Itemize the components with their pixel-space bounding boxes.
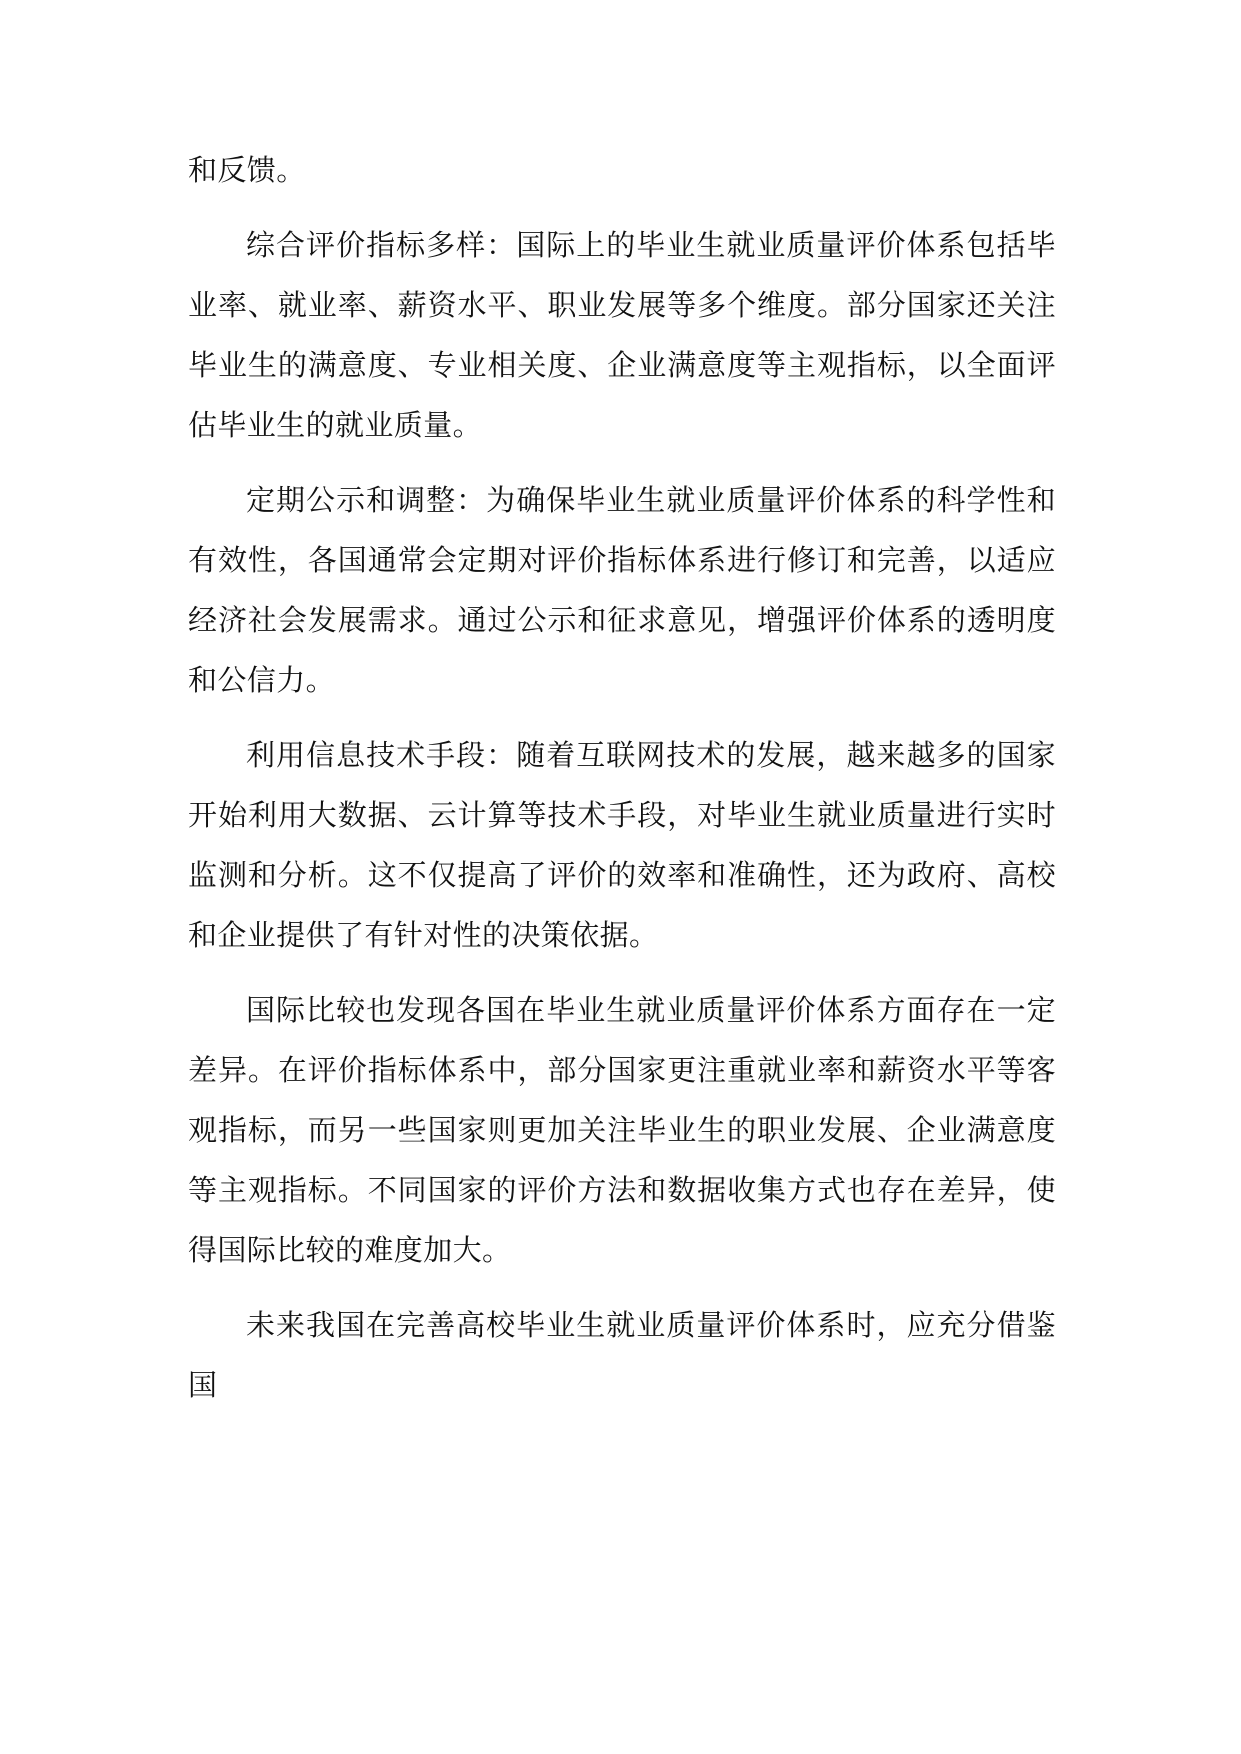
document-body <box>188 140 1056 1430</box>
paragraph-diverse-indicators: 综合评价指标多样：国际上的毕业生就业质量评价体系包括毕业率、就业率、薪资水平、职业发展等多个维度。部分国家还关注毕业生的满意度、专业相关度、企业满意度等主观指标，以全面评估毕业生的就业质量。 <box>188 228 1056 442</box>
paragraph-periodic-publication: 定期公示和调整：为确保毕业生就业质量评价体系的科学性和有效性，各国通常会定期对评价指标体系进行修订和完善，以适应经济社会发展需求。通过公示和征求意见，增强评价体系的透明度和公信力。 <box>188 483 1056 697</box>
paragraph-information-technology: 利用信息技术手段：随着互联网技术的发展，越来越多的国家开始利用大数据、云计算等技术手段，对毕业生就业质量进行实时监测和分析。这不仅提高了评价的效率和准确性，还为政府、高校和企业提供了有针对性的决策依据。 <box>188 738 1056 952</box>
paragraph-continuation: 和反馈。 <box>188 153 306 187</box>
paragraph-international-comparison: 国际比较也发现各国在毕业生就业质量评价体系方面存在一定差异。在评价指标体系中，部分国家更注重就业率和薪资水平等客观指标，而另一些国家则更加关注毕业生的职业发展、企业满意度等主观指标。不同国家的评价方法和数据收集方式也存在差异，使得国际比较的难度加大。 <box>188 993 1056 1267</box>
paragraph-future-outlook: 未来我国在完善高校毕业生就业质量评价体系时，应充分借鉴国 <box>188 1308 1056 1402</box>
